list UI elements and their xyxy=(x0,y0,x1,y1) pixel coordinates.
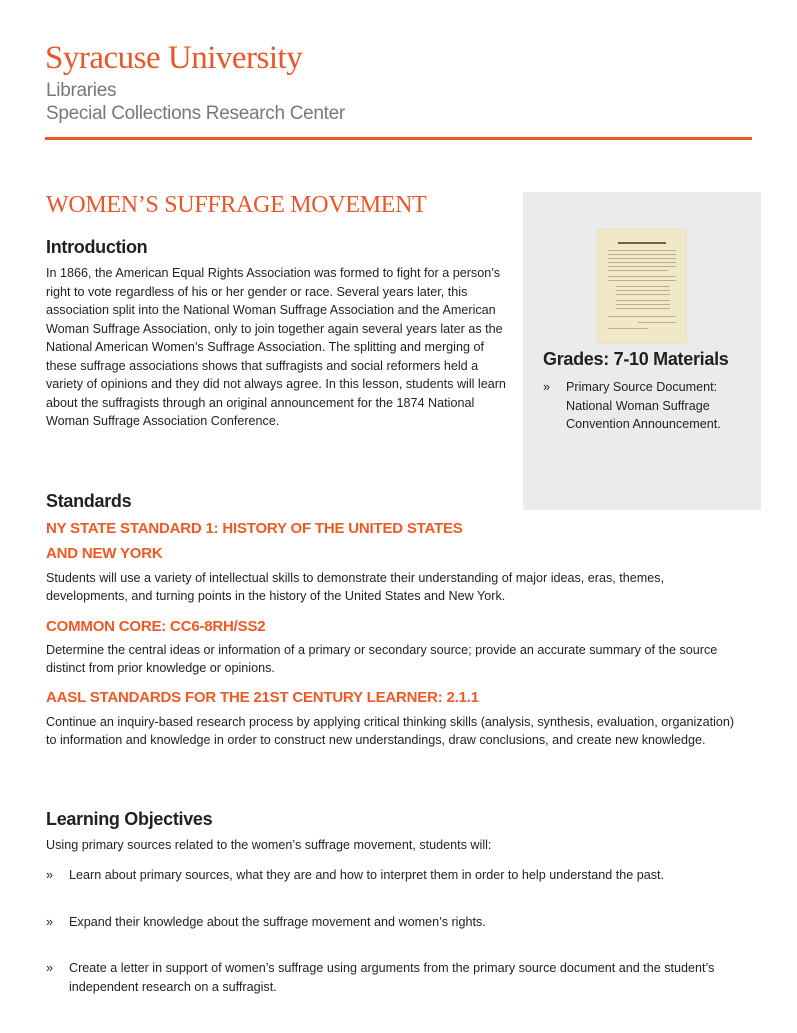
materials-item-text[interactable]: Primary Source Document: National Woman Suffrage Convention Announcement. xyxy=(566,380,721,431)
standard-text-aasl: Continue an inquiry-based research process by applying critical thinking skills (analysis, synthesis, evaluation, organization) to information and knowledge in order to construct new understandings, draw conclusions, and create new knowledge. xyxy=(46,715,735,747)
standard-title-ny: NY STATE STANDARD 1: HISTORY OF THE UNITED STATES AND NEW YORK xyxy=(46,520,463,562)
intro-text: In 1866, the American Equal Rights Association was formed to fight for a person’s right to vote regardless of his or her gender or race. Several years later, this association split into the National Woman Suffrage Association and the American Woman Suffrage Association, only to join together again several years later as the National American Women’s Suffrage Association. The splitting and merging of these suffrage associations shows that suffragists and social reformers held a variety of opinions and they did not always agree. In this lesson, students will learn about the suffragists through an original announcement for the 1874 National Woman Suffrage Association Conference. xyxy=(46,266,506,428)
objective-text: Create a letter in support of women’s suffrage using arguments from the primary source document and the student’s independent research on a suffragist. xyxy=(69,961,715,994)
standard-title-cc: COMMON CORE: CC6-8RH/SS2 xyxy=(46,618,266,635)
bullet-icon: » xyxy=(543,380,551,394)
page-title: WOMEN’S SUFFRAGE MOVEMENT xyxy=(46,192,427,218)
logo-scrc: Special Collections Research Center xyxy=(46,103,345,124)
standard-text-ny: Students will use a variety of intellectual skills to demonstrate their understanding of major ideas, eras, themes, developments, and turning points in the history of the United States and New York. xyxy=(46,571,665,603)
header-rule xyxy=(45,137,752,140)
materials-item xyxy=(543,378,756,434)
logo-title: Syracuse University xyxy=(45,40,303,76)
primary-source-thumbnail[interactable] xyxy=(598,230,686,343)
intro-heading: Introduction xyxy=(46,237,148,257)
materials-sidebar xyxy=(523,192,761,510)
objective-item xyxy=(46,866,749,885)
bullet-icon: » xyxy=(46,961,54,975)
objectives-heading: Learning Objectives xyxy=(46,809,213,829)
standards-heading: Standards xyxy=(46,491,132,511)
objective-item xyxy=(46,959,729,996)
logo-libraries: Libraries xyxy=(46,80,117,101)
objective-text: Expand their knowledge about the suffrage movement and women’s rights. xyxy=(69,914,486,929)
bullet-icon: » xyxy=(46,914,54,929)
objectives-intro: Using primary sources related to the women’s suffrage movement, students will: xyxy=(46,838,492,852)
objective-text: Learn about primary sources, what they are and how to interpret them in order to help understand the past. xyxy=(69,868,665,882)
standard-text-cc: Determine the central ideas or information of a primary or secondary source; provide an accurate summary of the source distinct from prior knowledge or opinions. xyxy=(46,643,718,675)
materials-heading: Grades: 7-10 Materials xyxy=(543,349,729,369)
bullet-icon: » xyxy=(46,868,54,882)
objective-item xyxy=(46,913,749,932)
standard-title-aasl: AASL STANDARDS FOR THE 21ST CENTURY LEARNER: 2.1.1 xyxy=(46,689,479,706)
